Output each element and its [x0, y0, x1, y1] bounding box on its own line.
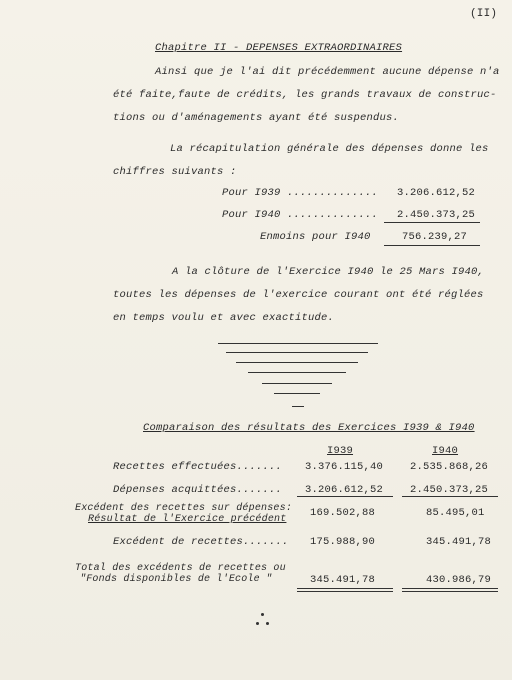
total-rule-1939-b: [297, 591, 393, 592]
total-rule-1940-a: [402, 588, 498, 589]
row-label-recettes: Recettes effectuées.......: [113, 461, 283, 473]
closing-line-1: A la clôture de l'Exercice I940 le 25 Mars I940,: [172, 266, 485, 278]
row-label-excedent-line-2: Résultat de l'Exercice précédent: [88, 514, 287, 525]
total-rule-1940-b: [402, 591, 498, 592]
row-value-total-1939: 345.491,78: [310, 574, 376, 586]
column-header-1939: I939: [327, 445, 354, 457]
depenses-rule-1939: [297, 496, 393, 497]
page-number: (II): [470, 8, 498, 20]
expense-value-1939: 3.206.612,52: [397, 187, 476, 199]
row-label-excedent-line-1: Excédent des recettes sur dépenses:: [75, 503, 293, 514]
row-value-excedent-recettes-1939: 175.988,90: [310, 536, 376, 548]
row-label-total-line-2: "Fonds disponibles de l'Ecole ": [80, 574, 273, 585]
row-value-excedent-1939: 169.502,88: [310, 507, 376, 519]
row-label-depenses: Dépenses acquittées.......: [113, 484, 283, 496]
row-value-excedent-1940: 85.495,01: [426, 507, 485, 519]
recap-line-2: chiffres suivants :: [113, 166, 237, 178]
intro-line-3: tions ou d'aménagements ayant été suspendus.: [113, 112, 400, 124]
end-mark-dot-2: [256, 622, 259, 625]
total-rule-1939-a: [297, 588, 393, 589]
expense-label-difference: Enmoins pour I940: [260, 231, 371, 243]
comparison-title: Comparaison des résultats des Exercices I939 & I940: [143, 422, 475, 434]
expense-label-1939: Pour I939 ..............: [222, 187, 379, 199]
intro-line-2: été faite,faute de crédits, les grands travaux de construc-: [113, 89, 497, 101]
chapter-title: Chapitre II - DEPENSES EXTRAORDINAIRES: [155, 42, 403, 54]
row-label-excedent-recettes: Excédent de recettes.......: [113, 536, 289, 548]
total-rule: [384, 245, 480, 246]
row-value-excedent-recettes-1940: 345.491,78: [426, 536, 492, 548]
closing-line-3: en temps voulu et avec exactitude.: [113, 312, 335, 324]
recap-line-1: La récapitulation générale des dépenses donne les: [170, 143, 489, 155]
expense-value-1940: 2.450.373,25: [397, 209, 476, 221]
row-value-recettes-1939: 3.376.115,40: [305, 461, 384, 473]
closing-line-2: toutes les dépenses de l'exercice courant ont été réglées: [113, 289, 484, 301]
row-value-total-1940: 430.986,79: [426, 574, 492, 586]
row-value-recettes-1940: 2.535.868,26: [410, 461, 489, 473]
end-mark-dot-3: [266, 622, 269, 625]
expense-value-difference: 756.239,27: [402, 231, 468, 243]
row-label-total-line-1: Total des excédents de recettes ou: [75, 563, 286, 574]
end-mark-dot-1: [261, 613, 264, 616]
intro-line-1: Ainsi que je l'ai dit précédemment aucune dépense n'a: [155, 66, 500, 78]
expense-label-1940: Pour I940 ..............: [222, 209, 379, 221]
subtotal-rule: [384, 222, 480, 223]
row-value-depenses-1939: 3.206.612,52: [305, 484, 384, 496]
column-header-1940: I940: [432, 445, 459, 457]
row-value-depenses-1940: 2.450.373,25: [410, 484, 489, 496]
depenses-rule-1940: [402, 496, 498, 497]
